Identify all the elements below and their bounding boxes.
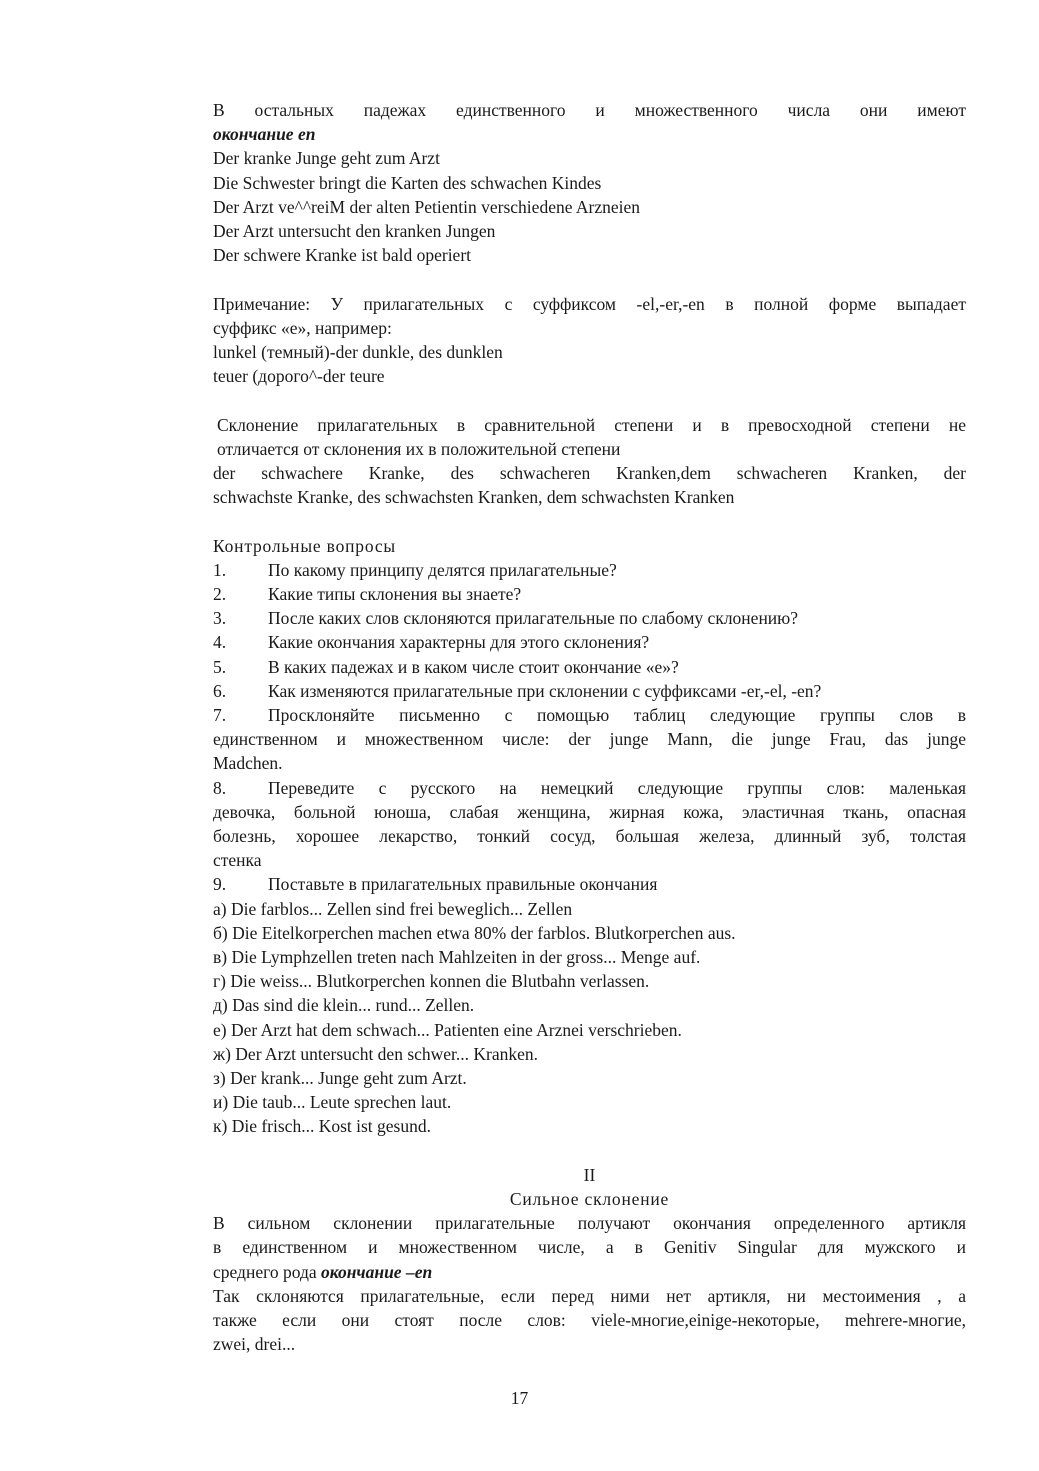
question-text-continued: единственном и множественном числе: der junge Mann, die junge Frau, das junge: [213, 729, 966, 750]
example-sentence: Der Arzt untersucht den kranken Jungen: [213, 221, 496, 242]
example-sentence: Der Arzt ve^^reiM der alten Petientin verschiedene Arzneien: [213, 196, 641, 217]
question-text: После каких слов склоняются прилагательные по слабому склонению?: [268, 608, 799, 629]
question-number: 7.: [213, 705, 227, 726]
question-number: 9.: [213, 874, 227, 895]
question-number: 5.: [213, 656, 227, 677]
note-line: суффикс «е», например:: [213, 317, 392, 338]
spacer: [213, 509, 966, 533]
question-item: [213, 679, 966, 703]
document-page: [213, 98, 966, 1357]
intro-line: В остальных падежах единственного и множественного числа они имеют: [213, 100, 966, 120]
exercise-item: б) Die Eitelkorperchen machen etwa 80% der farblos. Blutkorperchen aus.: [213, 922, 736, 943]
question-text: Поставьте в прилагательных правильные окончания: [268, 874, 658, 895]
question-item: [213, 872, 966, 896]
exercise-item: е) Der Arzt hat dem schwach... Patienten eine Arznei verschrieben.: [213, 1019, 682, 1040]
page-number: 17: [510, 1388, 529, 1408]
question-text-continued: девочка, больной юноша, слабая женщина, жирная кожа, эластичная ткань, опасная: [213, 801, 966, 822]
question-number: 4.: [213, 632, 227, 653]
exercise-item: к) Die frisch... Kost ist gesund.: [213, 1116, 431, 1137]
question-text: Переведите с русского на немецкий следующие группы слов: маленькая: [268, 777, 966, 798]
section-paragraph-line: zwei, drei...: [213, 1334, 296, 1355]
question-item: [213, 776, 966, 800]
section-title: Сильное склонение: [509, 1189, 670, 1210]
intro-ending: окончание en: [213, 124, 316, 145]
section-paragraph-line: в единственном и множественном числе, а в Genitiv Singular для мужского и: [213, 1237, 966, 1258]
example-sentence: Die Schwester bringt die Karten des schwachen Kindes: [213, 172, 602, 193]
exercise-item: в) Die Lymphzellen treten nach Mahlzeiten in der gross... Menge auf.: [213, 947, 701, 968]
example-sentence: Der kranke Junge geht zum Arzt: [213, 148, 440, 169]
exercise-item: з) Der krank... Junge geht zum Arzt.: [213, 1068, 467, 1089]
section-paragraph-line: В сильном склонении прилагательные получают окончания определенного артикля: [213, 1213, 966, 1234]
question-text-continued: Madchen.: [213, 753, 283, 774]
note-example: lunkel (темный)-der dunkle, des dunklen: [213, 342, 503, 363]
comparison-line: der schwachere Kranke, des schwacheren Kranken,dem schwacheren Kranken, der: [213, 463, 966, 484]
question-text: Просклоняйте письменно с помощью таблиц следующие группы слов в: [268, 705, 966, 726]
note-line: Примечание: У прилагательных с суффиксом -el,-er,-en в полной форме выпадает: [213, 293, 966, 314]
question-number: 1.: [213, 559, 227, 580]
exercise-item: а) Die farblos... Zellen sind frei beweglich... Zellen: [213, 898, 573, 919]
spacer: [213, 1139, 966, 1163]
spacer: [213, 267, 966, 291]
question-text: По какому принципу делятся прилагательные?: [268, 559, 617, 580]
example-sentence: Der schwere Kranke ist bald operiert: [213, 245, 472, 266]
question-item: [213, 606, 966, 630]
section-paragraph-line: [213, 1260, 966, 1284]
questions-heading: Контрольные вопросы: [213, 535, 396, 556]
question-item: [213, 630, 966, 654]
exercise-item: д) Das sind die klein... rund... Zellen.: [213, 995, 475, 1016]
question-text: В каких падежах и в каком числе стоит окончание «е»?: [268, 656, 679, 677]
question-text: Какие типы склонения вы знаете?: [268, 584, 522, 605]
exercise-item: ж) Der Arzt untersucht den schwer... Kranken.: [213, 1043, 539, 1064]
question-item: [213, 703, 966, 727]
section-paragraph-line: Так склоняются прилагательные, если перед ними нет артикля, ни местоимения , а: [213, 1285, 966, 1306]
question-number: 6.: [213, 680, 227, 701]
question-text-continued: стенка: [213, 850, 262, 871]
question-item: [213, 558, 966, 582]
question-number: 2.: [213, 584, 227, 605]
ending-emphasis: окончание –en: [321, 1261, 433, 1282]
note-example: teuer (дорого^-der teure: [213, 366, 385, 387]
exercise-item: г) Die weiss... Blutkorperchen konnen die Blutbahn verlassen.: [213, 971, 650, 992]
question-text: Как изменяются прилагательные при склонении с суффиксами -er,-el, -en?: [268, 680, 822, 701]
spacer: [213, 388, 966, 412]
question-text: Какие окончания характерны для этого склонения?: [268, 632, 650, 653]
question-text-continued: болезнь, хорошее лекарство, тонкий сосуд, большая железа, длинный зуб, толстая: [213, 826, 966, 847]
question-item: [213, 655, 966, 679]
question-item: [213, 582, 966, 606]
line-prefix: среднего рода: [213, 1261, 321, 1282]
section-paragraph-line: также если они стоят после слов: viele-многие,einige-некоторые, mehrere-многие,: [213, 1310, 966, 1331]
exercise-item: и) Die taub... Leute sprechen laut.: [213, 1092, 452, 1113]
question-number: 8.: [213, 777, 227, 798]
question-number: 3.: [213, 608, 227, 629]
section-numeral: II: [583, 1164, 596, 1185]
comparison-line: Склонение прилагательных в сравнительной степени и в превосходной степени не: [217, 414, 966, 435]
comparison-line: отличается от склонения их в положительной степени: [217, 438, 621, 459]
comparison-line: schwachste Kranke, des schwachsten Kranken, dem schwachsten Kranken: [213, 487, 735, 508]
